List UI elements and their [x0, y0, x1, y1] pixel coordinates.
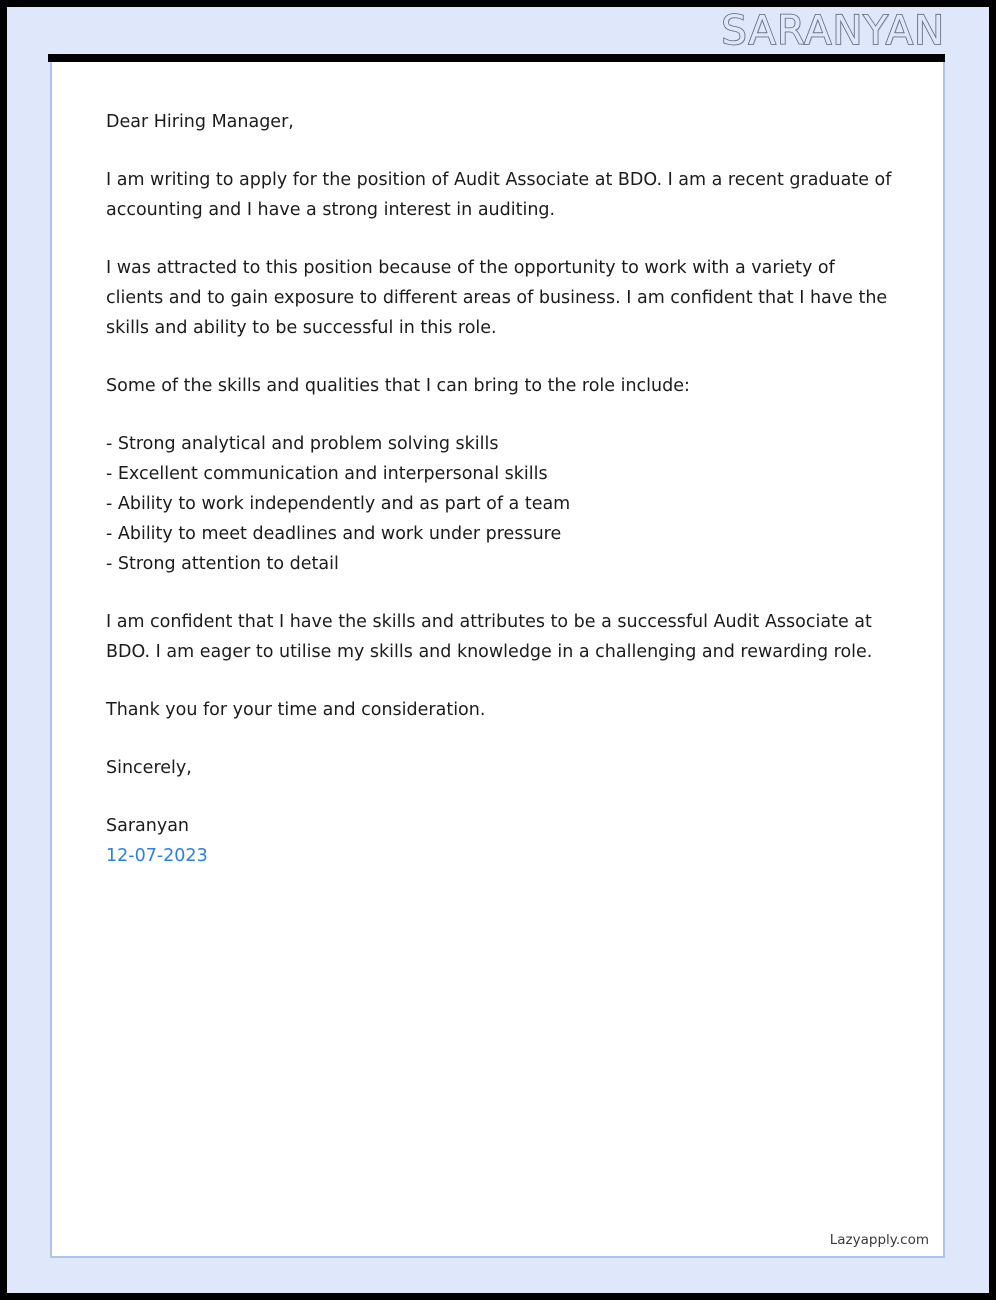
letter-body	[106, 107, 896, 871]
paragraph-thank-you: Thank you for your time and consideration.	[106, 700, 486, 720]
signature-name: Saranyan	[106, 816, 190, 836]
signature-spacer	[106, 783, 896, 811]
candidate-name: SARANYAN	[721, 7, 945, 54]
paragraph-intro: I am writing to apply for the position of Audit Associate at BDO. I am a recent graduate of accounting and I have a strong interest in auditing.	[106, 170, 892, 220]
list-item: - Strong analytical and problem solving skills	[106, 434, 499, 454]
signoff: Sincerely,	[106, 758, 192, 778]
header-divider-rule	[48, 54, 945, 62]
list-item: - Strong attention to detail	[106, 554, 339, 574]
paragraph-skills-lead-in: Some of the skills and qualities that I can bring to the role include:	[106, 376, 690, 396]
list-item: - Ability to work independently and as part of a team	[106, 494, 571, 514]
paragraph-motivation: I was attracted to this position because of the opportunity to work with a variety of clients and to gain exposure to different areas of business. I am confident that I have the skills and ability to be successful in this role.	[106, 258, 888, 338]
signature-date: 12-07-2023	[106, 846, 208, 866]
letter-header	[7, 7, 989, 54]
salutation: Dear Hiring Manager,	[106, 112, 294, 132]
footer-branding: Lazyapply.com	[829, 1232, 929, 1248]
paragraph-closing-confidence: I am confident that I have the skills and attributes to be a successful Audit Associate at BDO. I am eager to utilise my skills and knowledge in a challenging and rewarding role.	[106, 612, 873, 662]
list-item: - Ability to meet deadlines and work under pressure	[106, 524, 562, 544]
list-item: - Excellent communication and interpersonal skills	[106, 464, 548, 484]
letter-content-card	[50, 62, 945, 1258]
letter-page	[7, 7, 989, 1293]
skills-list	[106, 429, 896, 579]
